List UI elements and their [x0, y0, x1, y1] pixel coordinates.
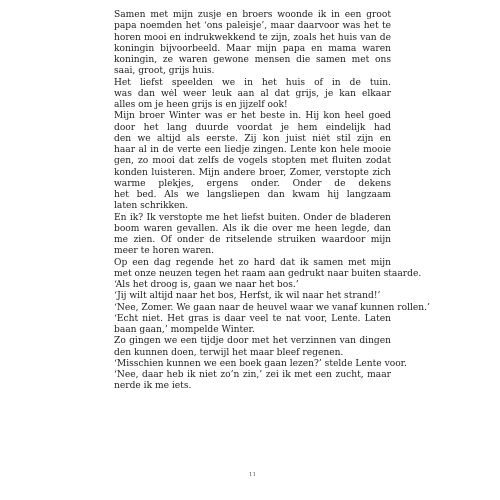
text-line: alles om je heen grijs is en jijzelf ook! — [114, 100, 288, 110]
text-line: Samen met mijn zusje en broers woonde ik in een groot — [114, 10, 391, 20]
text-line: Zo gingen we een tijdje door met het verzinnen van dingen — [114, 336, 391, 347]
text-line: den we altijd als eerste. Zij kon juist niét stil zijn en — [114, 133, 391, 144]
text-line: ‘Echt niet. Het gras is daar veel te nat voor, Lente. Laten — [114, 313, 391, 324]
text-line: ‘Misschien kunnen we een boek gaan lezen?’ stelde Lente voor. — [114, 358, 407, 369]
text-line: meer te horen waren. — [114, 246, 215, 257]
text-line: me zien. Of onder de ritselende struiken waardoor mijn — [114, 235, 391, 245]
text-line: papa noemden het ‘ons paleisje’, maar daarvoor was het te — [114, 21, 391, 32]
text-line: baan gaan,’ mompelde Winter. — [114, 325, 255, 335]
text-line: het bed. Als we langsliepen dan kwam hij langzaam — [114, 190, 391, 200]
text-line: konden luisteren. Mijn andere broer, Zomer, verstopte zich — [114, 167, 391, 178]
text-line: haar al in de verte een liedje zingen. Lente kon hele mooie — [114, 145, 391, 155]
text-line: En ik? Ik verstopte me het liefst buiten. Onder de bladeren — [114, 212, 391, 223]
text-line: laten schrikken. — [114, 201, 189, 212]
text-line: ‘Nee, daar heb ik niet zo’n zin,’ zei ik met een zucht, maar — [114, 370, 391, 380]
text-line: koningin bijvoorbeeld. Maar mijn papa en mama waren — [114, 43, 391, 54]
text-line: boom waren gevallen. Als ik die over me heen legde, dan — [114, 223, 391, 234]
text-line: koningin, ze waren gewone mensen die samen met ons — [114, 55, 391, 65]
text-line: Op een dag regende het zo hard dat ik samen met mijn — [114, 257, 391, 268]
text-line: was dan wél weer leuk aan al dat grijs, je kan elkaar — [114, 88, 391, 99]
text-line: met onze neuzen tegen het raam aan gedrukt naar buiten staarde. — [114, 268, 422, 279]
text-line: ‘Jij wilt altijd naar het bos, Herfst, ik wil naar het strand!’ — [114, 291, 381, 302]
text-line: horen mooi en indrukwekkend te zijn, zoals het huis van de — [114, 32, 391, 43]
text-line: gen, zo mooi dat zelfs de vogels stopten met fluiten zodat — [114, 156, 391, 167]
body-text — [114, 10, 430, 393]
text-line: saai, groot, grijs huis. — [114, 66, 215, 77]
text-line: Het liefst speelden we in het huis of in de tuin. — [114, 77, 391, 88]
text-line: nerde ik me iets. — [114, 381, 192, 392]
text-line: warme plekjes, ergens onder. Onder de dekens — [114, 178, 391, 189]
text-line: door het lang duurde voordat je hem eindelijk had — [114, 122, 391, 133]
text-line: ‘Als het droog is, gaan we naar het bos.’ — [114, 280, 299, 290]
book-page — [114, 10, 430, 490]
text-line: Mijn broer Winter was er het beste in. Hij kon heel goed — [114, 111, 391, 122]
text-line: den kunnen doen, terwijl het maar bleef regenen. — [114, 347, 344, 358]
page-number: 11 — [249, 472, 256, 478]
text-line: ‘Nee, Zomer. We gaan naar de heuvel waar we vanaf kunnen rollen.’ — [114, 302, 430, 313]
